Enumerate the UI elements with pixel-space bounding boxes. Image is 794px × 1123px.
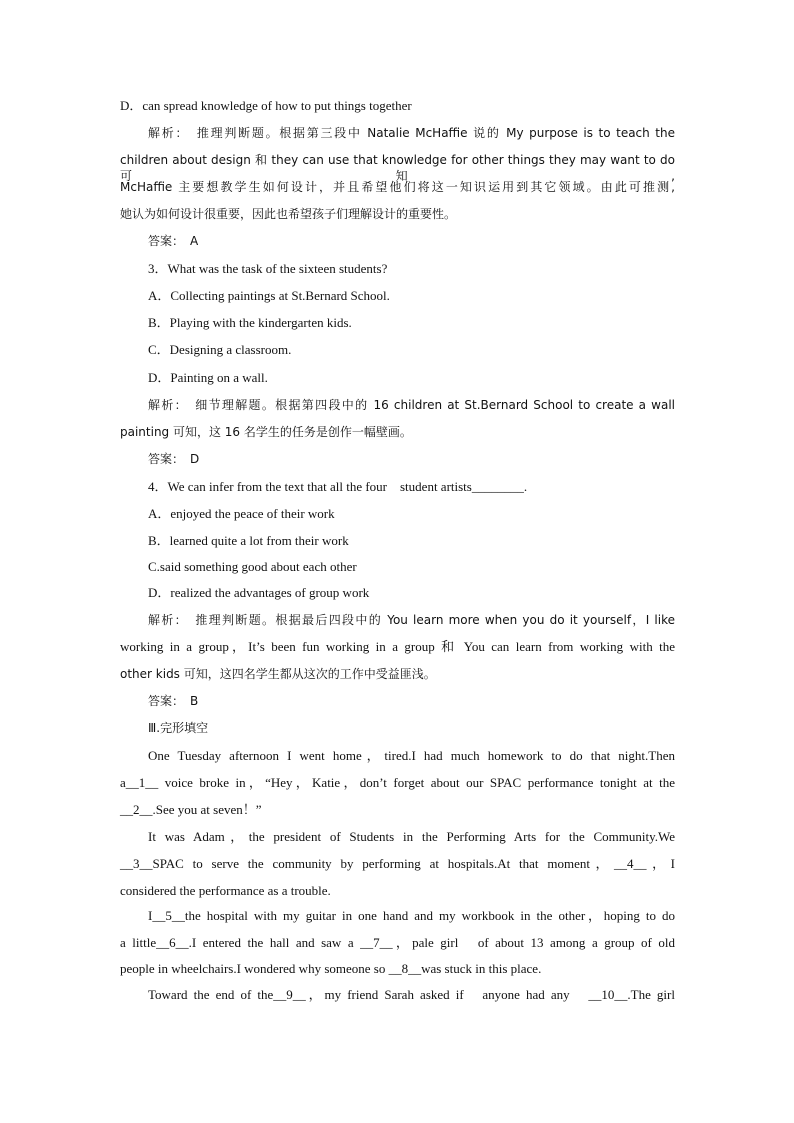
- analysis-q3-line2: painting 可知，这 16 名学生的任务是创作一幅壁画。: [120, 425, 412, 439]
- option-b-q3: B．Playing with the kindergarten kids.: [148, 315, 352, 330]
- analysis-q2-line1: 解析： 推理判断题。根据第三段中 Natalie McHaffie 说的 My purpose is to teach the: [148, 126, 675, 140]
- cloze-line-9: people in wheelchairs.I wondered why someone so __8__was stuck in this place.: [120, 961, 542, 976]
- analysis-q4-line1: 解析： 推理判断题。根据最后四段中的 You learn more when you do it yourself，I like: [148, 613, 675, 627]
- analysis-q3-line1: 解析： 细节理解题。根据第四段中的 16 children at St.Bernard School to create a wall: [148, 398, 675, 412]
- cloze-line-8: a little__6__.I entered the hall and saw a __7__，pale girl of about 13 among a group of old: [120, 935, 675, 950]
- analysis-q2-line3: McHaffie 主要想教学生如何设计，并且希望他们将这一知识运用到其它领域。由此可推测,: [120, 180, 675, 194]
- answer-q2: 答案： A: [148, 234, 199, 248]
- cloze-line-7: I__5__the hospital with my guitar in one hand and my workbook in the other，hoping to do: [148, 908, 675, 923]
- cloze-line-3: __2__.See you at seven！”: [120, 802, 262, 817]
- option-d-q3: D．Painting on a wall.: [148, 370, 268, 385]
- analysis-q4-line2: working in a group，It’s been fun working in a group 和 You can learn from working with the: [120, 639, 675, 654]
- option-c-q4: C.said something good about each other: [148, 559, 357, 574]
- cloze-line-1: One Tuesday afternoon I went home，tired.I had much homework to do that night.Then: [148, 748, 675, 763]
- question-3: 3．What was the task of the sixteen students?: [148, 261, 388, 276]
- cloze-line-2: a__1__ voice broke in，“Hey，Katie，don’t forget about our SPAC performance tonight at the: [120, 775, 675, 790]
- cloze-line-5: __3__SPAC to serve the community by performing at hospitals.At that moment，__4__，I: [120, 856, 675, 871]
- answer-q4: 答案： B: [148, 694, 199, 708]
- option-d-q4: D．realized the advantages of group work: [148, 585, 370, 600]
- analysis-q2-line4: 她认为如何设计很重要，因此也希望孩子们理解设计的重要性。: [120, 207, 457, 221]
- cloze-line-4: It was Adam，the president of Students in the Performing Arts for the Community.We: [148, 829, 675, 844]
- analysis-q4-line3: other kids 可知，这四名学生都从这次的工作中受益匪浅。: [120, 667, 436, 681]
- question-4: 4．We can infer from the text that all the four student artists________.: [148, 479, 528, 494]
- option-c-q3: C．Designing a classroom.: [148, 342, 292, 357]
- section-heading-cloze: Ⅲ.完形填空: [148, 721, 209, 735]
- cloze-line-6: considered the performance as a trouble.: [120, 883, 331, 898]
- answer-q3: 答案： D: [148, 452, 200, 466]
- option-b-q4: B．learned quite a lot from their work: [148, 533, 349, 548]
- option-d-q2: D．can spread knowledge of how to put things together: [120, 98, 412, 113]
- analysis-q2-line2: children about design 和 they can use that knowledge for other things they may want to do 可知,: [120, 153, 675, 183]
- cloze-line-10: Toward the end of the__9__，my friend Sarah asked if anyone had any __10__.The girl: [148, 987, 675, 1002]
- option-a-q4: A．enjoyed the peace of their work: [148, 506, 335, 521]
- option-a-q3: A．Collecting paintings at St.Bernard School.: [148, 288, 390, 303]
